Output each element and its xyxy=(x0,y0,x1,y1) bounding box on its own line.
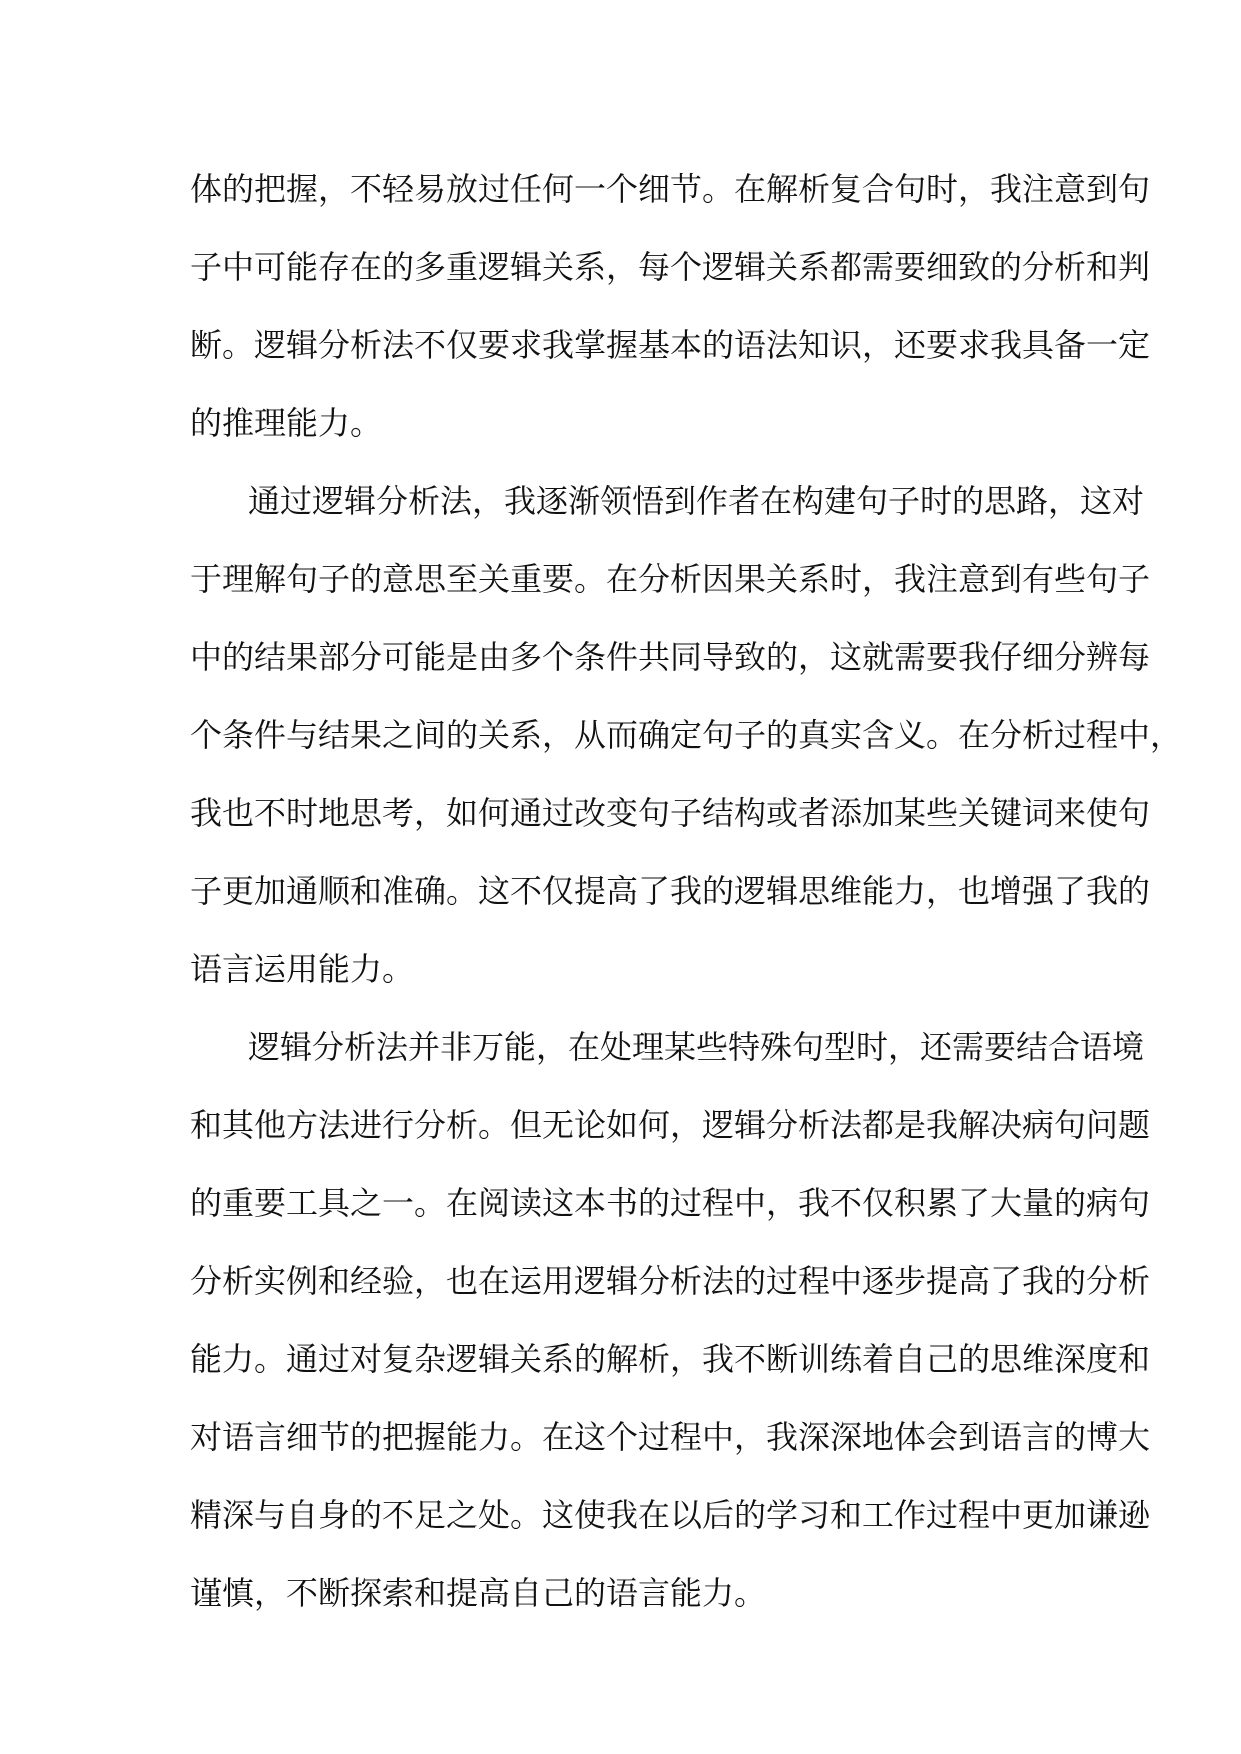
text-line: 对语言细节的把握能力。在这个过程中，我深深地体会到语言的博大 xyxy=(190,1418,1151,1456)
text-line: 个条件与结果之间的关系，从而确定句子的真实含义。在分析过程中， xyxy=(190,716,1183,754)
text-line: 于理解句子的意思至关重要。在分析因果关系时，我注意到有些句子 xyxy=(190,560,1151,598)
text-line: 断。逻辑分析法不仅要求我掌握基本的语法知识，还要求我具备一定 xyxy=(190,326,1151,364)
text-line: 中的结果部分可能是由多个条件共同导致的，这就需要我仔细分辨每 xyxy=(190,638,1151,676)
paragraph-first-line: 逻辑分析法并非万能，在处理某些特殊句型时，还需要结合语境 xyxy=(248,1028,1145,1066)
text-line: 和其他方法进行分析。但无论如何，逻辑分析法都是我解决病句问题 xyxy=(190,1106,1151,1144)
body-text xyxy=(190,150,1183,1632)
text-line: 体的把握，不轻易放过任何一个细节。在解析复合句时，我注意到句 xyxy=(190,170,1151,208)
text-line: 的推理能力。 xyxy=(190,404,383,442)
text-line: 分析实例和经验，也在运用逻辑分析法的过程中逐步提高了我的分析 xyxy=(190,1262,1151,1300)
text-line: 的重要工具之一。在阅读这本书的过程中，我不仅积累了大量的病句 xyxy=(190,1184,1151,1222)
text-line: 谨慎，不断探索和提高自己的语言能力。 xyxy=(190,1574,767,1612)
paragraph-first-line: 通过逻辑分析法，我逐渐领悟到作者在构建句子时的思路，这对 xyxy=(248,482,1145,520)
text-line: 语言运用能力。 xyxy=(190,950,415,988)
text-line: 能力。通过对复杂逻辑关系的解析，我不断训练着自己的思维深度和 xyxy=(190,1340,1151,1378)
text-line: 我也不时地思考，如何通过改变句子结构或者添加某些关键词来使句 xyxy=(190,794,1151,832)
text-line: 精深与自身的不足之处。这使我在以后的学习和工作过程中更加谦逊 xyxy=(190,1496,1151,1534)
text-line: 子中可能存在的多重逻辑关系，每个逻辑关系都需要细致的分析和判 xyxy=(190,248,1151,286)
text-line: 子更加通顺和准确。这不仅提高了我的逻辑思维能力，也增强了我的 xyxy=(190,872,1151,910)
